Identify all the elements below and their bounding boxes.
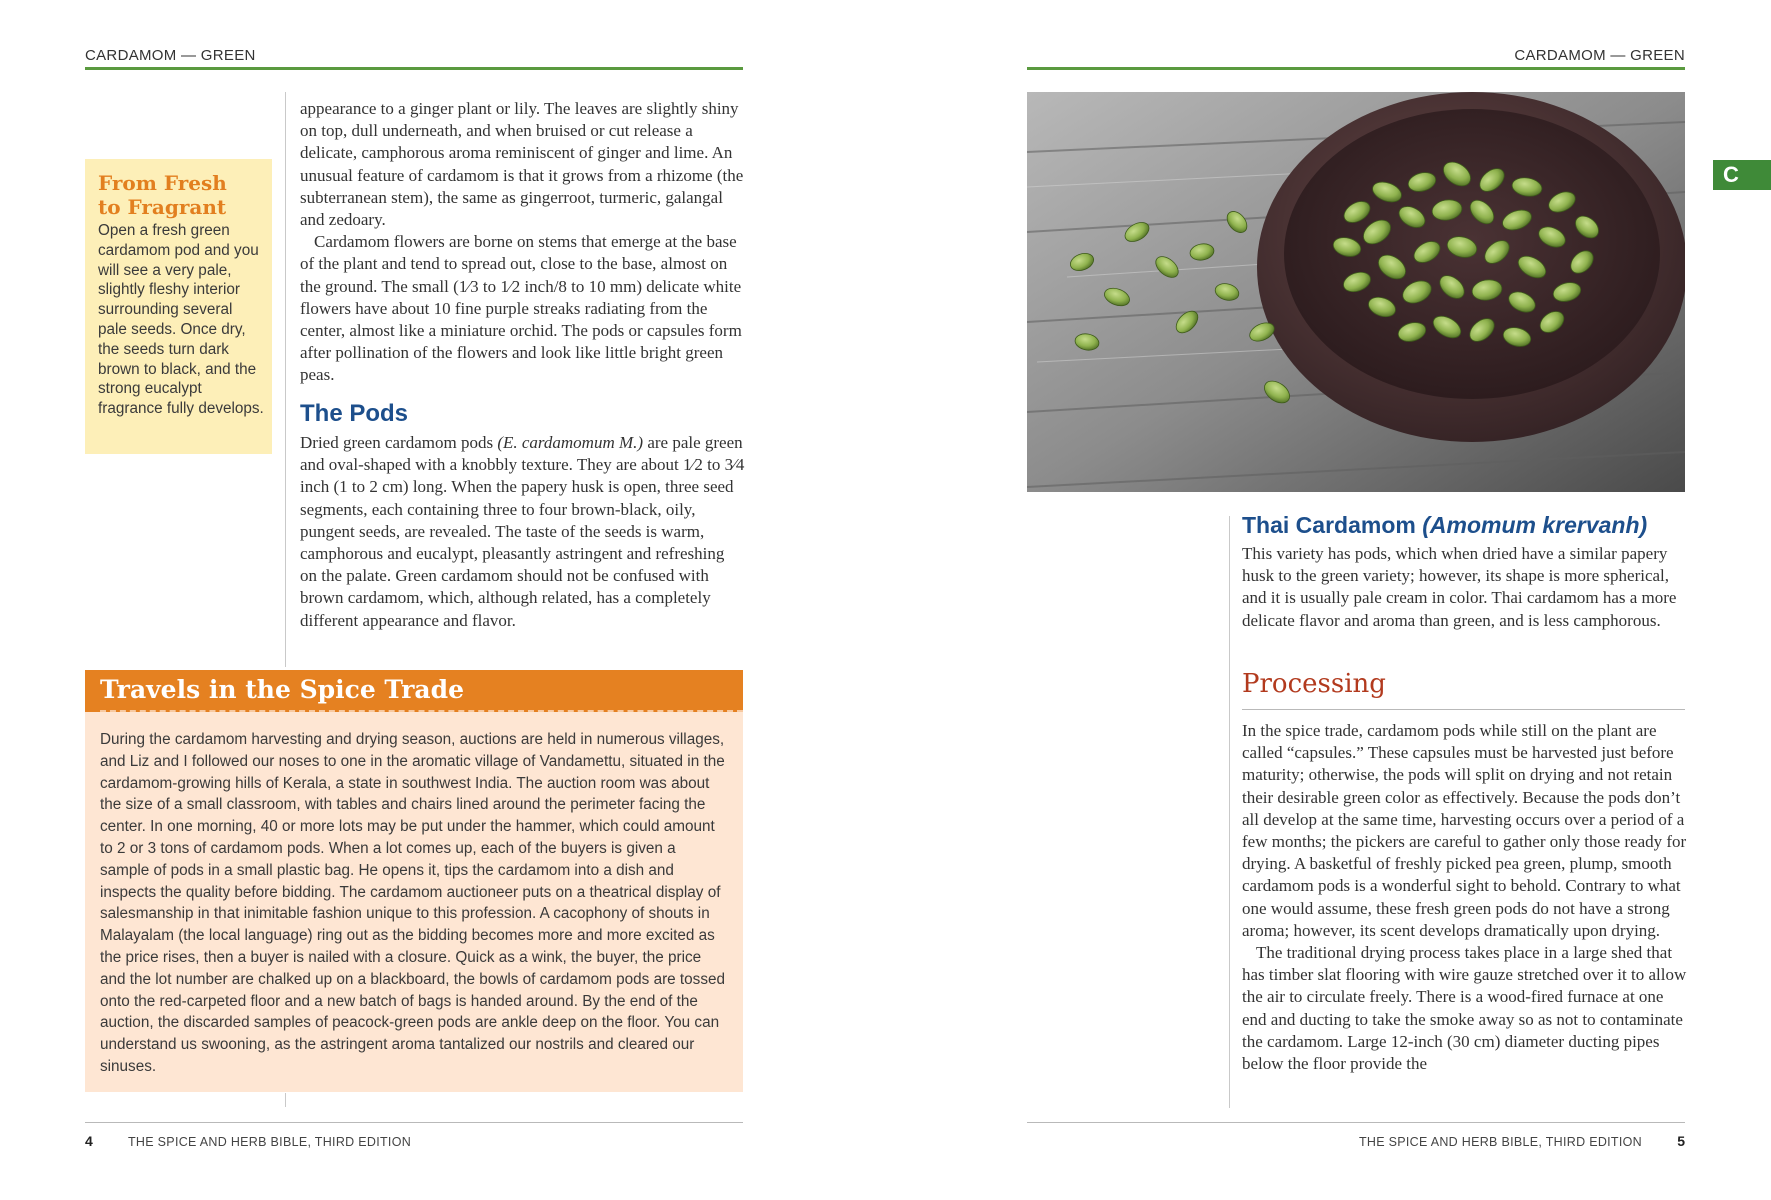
left-running-head: CARDAMOM — GREEN [85,47,256,64]
travels-heading: Travels in the Spice Trade [100,675,464,704]
intro-paragraph-1: appearance to a ginger plant or lily. The leaves are slightly shiny on top, dull underneath, and when bruised or cut release a delicate, camphorous aroma reminiscent of ginger and lime. An unusual feature of cardamom is that it grows from a rhizome (the subterranean stem), the same as gingerroot, turmeric, galangal and zedoary. [300,99,744,230]
travels-sidebar [85,670,743,1092]
left-header-rule [85,67,743,70]
processing-paragraph-2: The traditional drying process takes place in a large shed that has timber slat flooring with wire gauze stretched over it to allow the air to circulate freely. There is a wood-fired furnace at one end and ducting to take the smoke away so as not to contaminate the cardamom. Large 12-inch (30 cm) diameter ducting pipes below the floor provide the [1242,943,1687,1074]
travels-text: During the cardamom harvesting and drying season, auctions are held in numerous villages, and Liz and I followed our noses to one in the aromatic village of Vandamettu, situated in the cardamom-growing hills of Kerala, a state in southwest India. The auction room was about the size of a small classroom, with tables and chairs lined around the perimeter facing the center. In one morning, 40 or more lots may be put under the hammer, which could amount to 2 or 3 tons of cardamom pods. When a lot comes up, each of the buyers is given a sample of pods in a small plastic bag. He opens it, tips the cardamom into a dish and inspects the quality before bidding. The cardamom auctioneer puts on a theatrical display of salesmanship in that inimitable fashion unique to this profession. A cacophony of shouts in Malayalam (the local language) ring out as the bidding becomes more and more excited as the price rises, then a buyer is nailed with a closure. Quick as a wink, the buyer, the price and the lot number are chalked up on a blackboard, the bowls of cardamom pods are tossed onto the red-carpeted floor and a new batch of bags is handed around. By the end of the auction, the discarded samples of peacock-green pods are ankle deep on the floor. You can understand us swooning, as the astringent aroma tantalized our nostrils and cleared our sinuses. [100,731,725,1075]
left-column-rule-bottom [285,1093,286,1107]
right-column-rule [1229,516,1230,1108]
thai-cardamom-text: This variety has pods, which when dried have a similar papery husk to the green variety; however, its shape is more spherical, and it is usually pale cream in color. Thai cardamom has a more delicate flavor and aroma than green, and is less camphorous. [1242,544,1677,630]
left-footer-title: THE SPICE AND HERB BIBLE, THIRD EDITION [128,1135,412,1149]
pods-botanical-name: (E. cardamomum M.) [497,433,644,452]
right-running-head: CARDAMOM — GREEN [1514,47,1685,64]
cardamom-bowl-photo [1027,92,1685,492]
thai-cardamom-heading [1242,512,1647,539]
pods-heading: The Pods [300,400,409,427]
left-column-rule [285,92,286,667]
right-header-rule [1027,67,1685,70]
sidebar-title-line1: From Fresh [98,171,227,195]
processing-text [1242,720,1687,1075]
thai-heading-botanical: (Amomum krervanh) [1422,512,1648,538]
pods-paragraph [300,432,745,632]
processing-paragraph-1: In the spice trade, cardamom pods while still on the plant are called “capsules.” These capsules must be harvested just before maturity; otherwise, the pods will split on drying and not retain their desirable green color as effectively. Because the pods don’t all develop at the same time, harvesting occurs over a period of a few months; the pickers are careful to gather only those ready for drying. A basketful of freshly picked pea green, plump, smooth cardamom pods is a wonderful sight to behold. Contrary to what one would assume, these fresh green pods do not have a strong aroma; however, its scent develops dramatically upon drying. [1242,721,1687,940]
pods-text-rest: are pale green and oval-shaped with a knobbly texture. They are about 1⁄2 to 3⁄4 inch (1 to 2 cm) long. When the papery husk is open, three seed segments, each containing three to four brown-black, oily, pungent seeds, are revealed. The taste of the seeds is warm, camphorous and eucalypt, pleasantly astringent and refreshing on the palate. Green cardamom should not be confused with brown cardamom, which, although related, has a completely different appearance and flavor. [300,433,745,630]
processing-heading-rule [1242,709,1685,710]
sidebar-title [98,171,268,219]
left-footer-rule [85,1122,743,1123]
intro-paragraph-2: Cardamom flowers are borne on stems that emerge at the base of the plant and tend to spread out, close to the base, almost on the ground. The small (1⁄3 to 1⁄2 inch/8 to 10 mm) delicate white flowers have about 10 fine purple streaks radiating from the center, almost like a miniature orchid. The pods or capsules form after pollination of the flowers and look like little bright green peas. [300,232,742,385]
processing-heading: Processing [1242,669,1386,699]
sidebar-title-line2: to Fragrant [98,195,227,219]
left-page-number: 4 [85,1133,93,1149]
pods-text-start: Dried green cardamom pods [300,433,498,452]
travels-header-bar [85,670,743,712]
thai-heading-name: Thai Cardamom [1242,512,1423,538]
left-main-column [300,98,745,387]
right-page-number: 5 [1677,1133,1685,1149]
fresh-to-fragrant-sidebar [85,159,272,454]
right-footer-rule [1027,1122,1685,1123]
sidebar-text: Open a fresh green cardamom pod and you will see a very pale, slightly fleshy interior surrounding several pale seeds. Once dry, the seeds turn dark brown to black, and the strong eucalypt fragrance fully develops. [98,222,264,418]
letter-tab-c: C [1713,160,1771,190]
right-footer-title: THE SPICE AND HERB BIBLE, THIRD EDITION [1358,1135,1642,1149]
travels-body [85,712,743,1092]
